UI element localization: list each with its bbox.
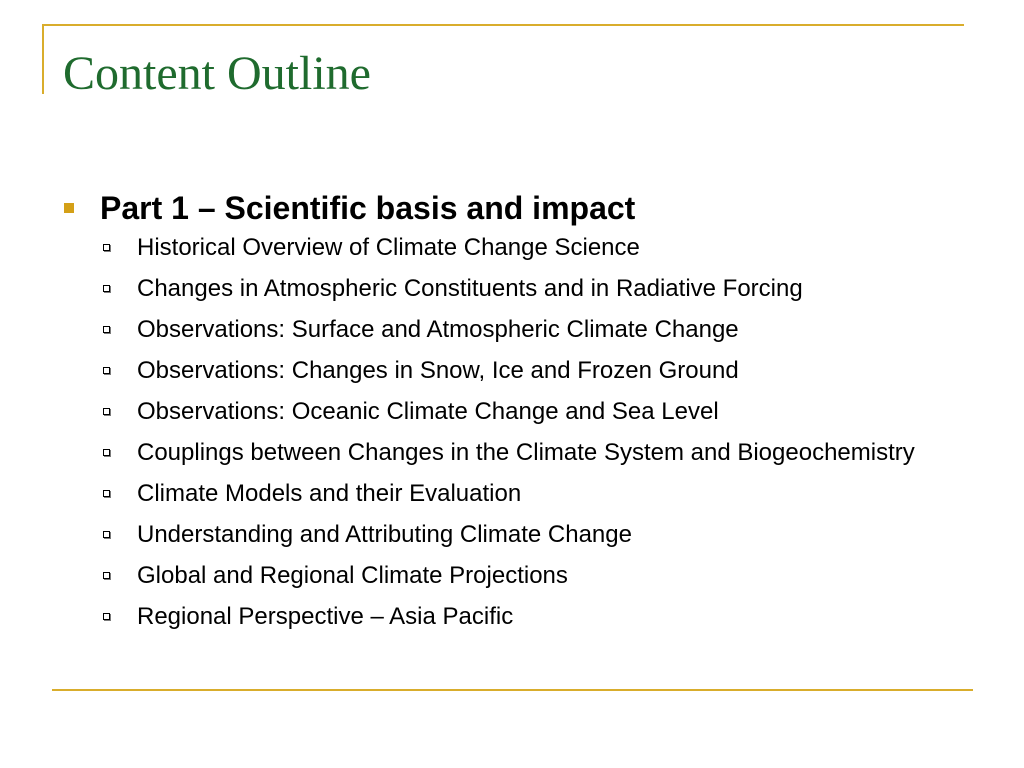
hollow-square-bullet-icon [103, 613, 110, 620]
outline-part-1 [63, 186, 963, 633]
list-item [100, 231, 963, 264]
list-item [100, 600, 963, 633]
part-1-topics [100, 231, 963, 633]
list-item-text: Climate Models and their Evaluation [137, 480, 522, 507]
list-item-text: Observations: Changes in Snow, Ice and Frozen Ground [137, 357, 739, 384]
list-item [100, 518, 963, 551]
list-item [100, 313, 963, 346]
list-item-text: Regional Perspective – Asia Pacific [137, 603, 514, 630]
frame-top-rule [42, 24, 964, 26]
hollow-square-bullet-icon [103, 367, 110, 374]
hollow-square-bullet-icon [103, 244, 110, 251]
square-bullet-icon [64, 203, 74, 213]
hollow-square-bullet-icon [103, 449, 110, 456]
list-item [100, 272, 963, 305]
hollow-square-bullet-icon [103, 490, 110, 497]
list-item [100, 354, 963, 387]
list-item [100, 395, 963, 428]
list-item-text: Understanding and Attributing Climate Change [137, 521, 632, 548]
part-heading: Part 1 – Scientific basis and impact [100, 190, 636, 226]
content-outline [63, 186, 963, 641]
hollow-square-bullet-icon [103, 408, 110, 415]
hollow-square-bullet-icon [103, 326, 110, 333]
list-item-text: Observations: Surface and Atmospheric Climate Change [137, 316, 739, 343]
slide-title: Content Outline [63, 47, 371, 100]
frame-left-rule [42, 24, 44, 94]
list-item-text: Couplings between Changes in the Climate System and Biogeochemistry [137, 439, 915, 466]
list-item-text: Observations: Oceanic Climate Change and Sea Level [137, 398, 719, 425]
list-item [100, 436, 963, 469]
list-item-text: Historical Overview of Climate Change Science [137, 234, 640, 261]
hollow-square-bullet-icon [103, 285, 110, 292]
list-item-text: Changes in Atmospheric Constituents and in Radiative Forcing [137, 275, 803, 302]
hollow-square-bullet-icon [103, 531, 110, 538]
list-item-text: Global and Regional Climate Projections [137, 562, 568, 589]
frame-bottom-rule [52, 689, 973, 691]
hollow-square-bullet-icon [103, 572, 110, 579]
list-item [100, 559, 963, 592]
list-item [100, 477, 963, 510]
